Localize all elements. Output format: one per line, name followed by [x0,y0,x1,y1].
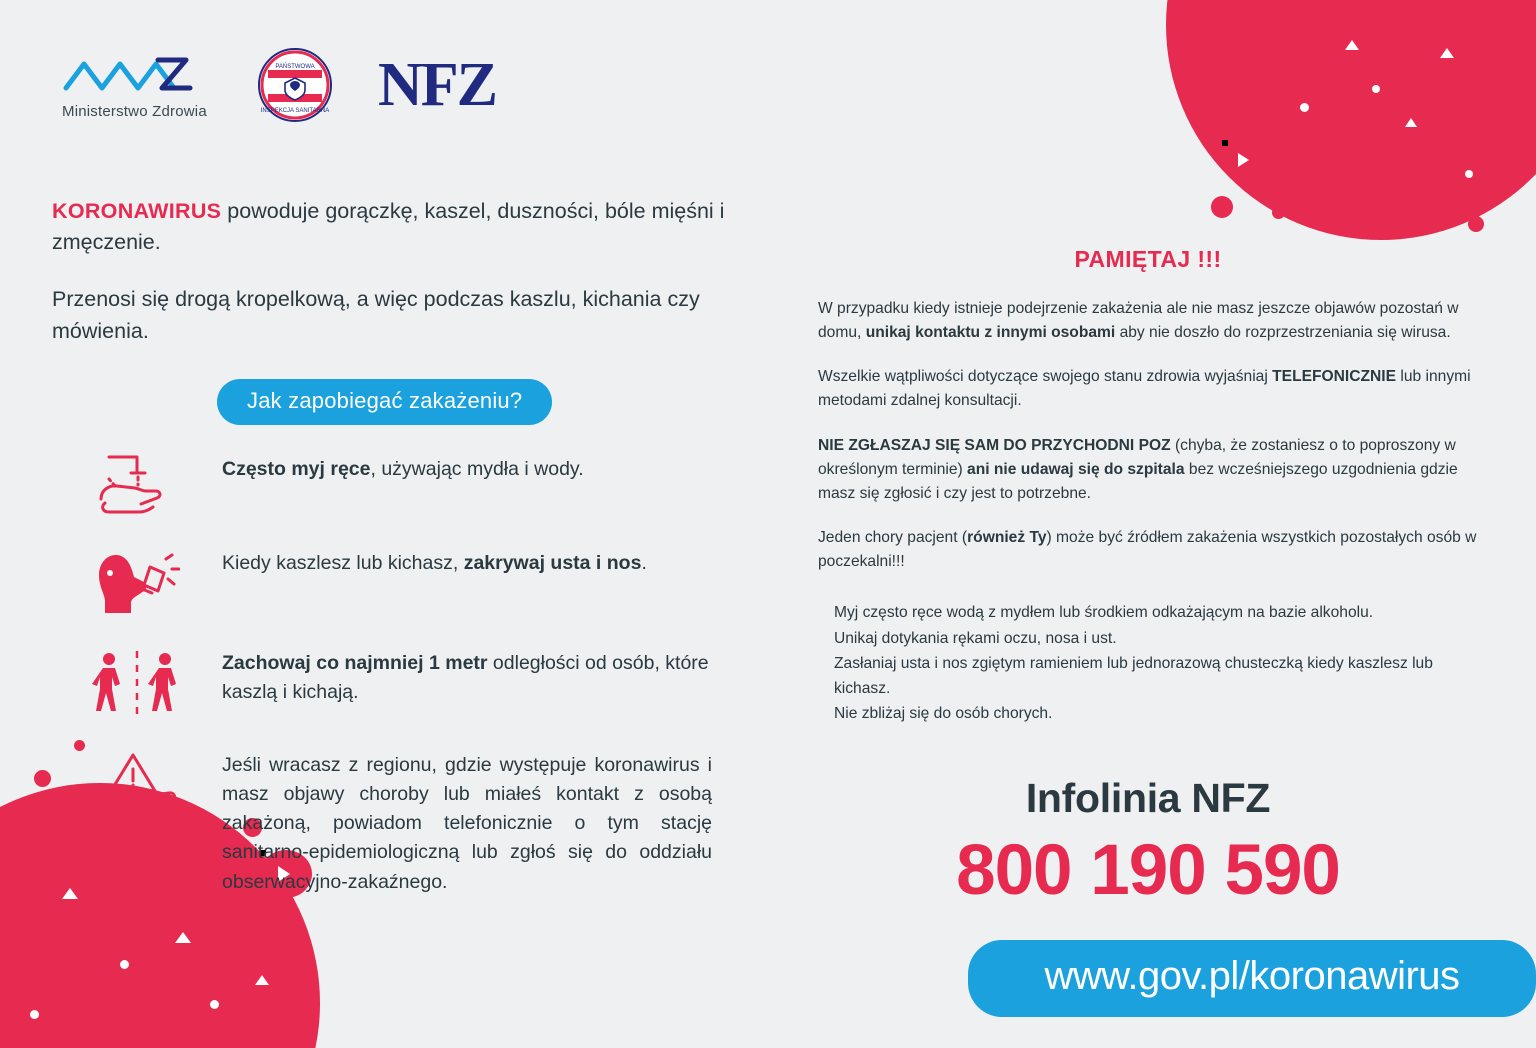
hygiene-rule: Nie zbliżaj się do osób chorych. [834,705,1053,723]
hygiene-rule: Myj często ręce wodą z mydłem lub środkiem odkażającym na bazie alkoholu. [834,604,1374,622]
tip-text [222,451,584,484]
rp3-a: NIE ZGŁASZAJ SIĘ SAM DO PRZYCHODNI POZ [818,436,1171,454]
decorative-dot-6 [1300,103,1309,112]
decorative-dot-12 [120,960,129,969]
remember-heading: PAMIĘTAJ !!! [1074,246,1222,272]
rp4-c: ) może być źródłem zakażenia wszystkich pozostałych osób w poczekalni!!! [818,529,1477,571]
tip-text: Jeśli wracasz z regionu, gdzie występuje koronawirus i masz objawy choroby lub miałeś kontakt z osobą zakażoną, powiadom telefonicznie o tym stację sanitarno-epidemiologiczną lub zgłoś się do oddziału obserwacyjno-zakaźnego. [222,753,712,893]
hygiene-rule: Unikaj dotykania rękami oczu, nosa i ust. [834,629,1117,647]
decorative-triangle-2 [1272,46,1286,54]
remember-paragraph-1 [818,297,1478,345]
left-column [52,196,752,923]
decorative-triangle-3 [1440,48,1454,58]
rp4-b: również Ty [967,529,1047,547]
decorative-dot-13 [210,1000,219,1009]
hotline-number[interactable]: 800 190 590 [956,830,1340,910]
rp3-b: (chyba, że zostaniesz o to poproszony w określonym terminie) [818,436,1456,478]
website-link[interactable]: www.gov.pl/koronawirus [968,940,1536,1017]
rp1-c: aby nie doszło do rozprzestrzeniania się wirusa. [1115,324,1451,342]
prevention-pill-heading: Jak zapobiegać zakażeniu? [217,379,552,425]
tip-item [52,545,752,619]
hygiene-rule: Zasłaniaj usta i nos zgiętym ramieniem lub jednorazową chusteczką kiedy kaszlesz lub kichasz. [834,654,1433,698]
lead-paragraph [52,196,752,258]
rp2-c: lub innymi metodami zdalnej konsultacji. [818,368,1471,410]
tip-rest: odległości od osób, które kaszlą i kichają. [222,651,709,703]
decorative-dot-2 [1272,206,1285,219]
lead-keyword: KORONAWIRUS [52,199,222,223]
decorative-dot-8 [1372,85,1380,93]
rp1-a: W przypadku kiedy istnieje podejrzenie zakażenia ale nie masz jeszcze objawów pozostań w domu, [818,300,1459,342]
tip-pre: Kiedy kaszlesz lub kichasz, [222,551,464,574]
decorative-triangle-8 [175,932,191,943]
prevention-tips-list [52,451,752,897]
rp4-a: Jeden chory pacjent ( [818,529,968,547]
remember-paragraph-3 [818,434,1478,506]
tip-bold: Zachowaj co najmniej 1 metr [222,651,488,674]
decorative-dot-1 [1211,196,1233,218]
decorative-triangle-9 [255,975,269,985]
tip-rest: , używając mydła i wody. [370,457,584,480]
cover-mouth-icon [52,545,222,619]
svg-text:INSPEKCJA SANITARNA: INSPEKCJA SANITARNA [260,108,330,114]
tip-bold: zakrywaj usta i nos [463,551,642,574]
hotline-label: Infolinia NFZ [1025,774,1271,821]
tip-rest: . [641,551,647,574]
decorative-triangle-5 [1405,118,1417,127]
remember-paragraph-4 [818,526,1478,574]
lead-rest: powoduje gorączkę, kaszel, duszności, bóle mięśni i zmęczenie. [52,199,725,255]
rp1-b: unikaj kontaktu z innymi osobami [865,324,1116,342]
decorative-triangle-4 [1345,40,1359,50]
travel-warning-icon [52,747,222,829]
rp2-b: TELEFONICZNIE [1272,368,1397,386]
ministry-mark-icon [62,50,212,96]
washing-hands-icon [52,451,222,519]
right-column [818,246,1478,1017]
nfz-logo: NFZ [378,51,496,119]
sanitary-inspection-logo [258,48,332,122]
tip-item [52,451,752,519]
decorative-dot-3 [1293,55,1303,65]
tip-item [52,645,752,721]
transmission-paragraph: Przenosi się drogą kropelkową, a więc podczas kaszlu, kichania czy mówienia. [52,287,700,343]
hygiene-rules-list [834,600,1478,726]
svg-text:PAŃSTWOWA: PAŃSTWOWA [275,64,315,70]
tip-text [222,645,752,708]
decorative-dot-9 [34,770,51,787]
tip-text [222,545,647,578]
decorative-triangle-1 [1238,153,1249,167]
decorative-dot-14 [30,1010,39,1019]
rp3-c: ani nie udawaj się do szpitala [967,460,1185,478]
rp2-a: Wszelkie wątpliwości dotyczące swojego stanu zdrowia wyjaśniaj [818,368,1273,386]
decorative-dot-5 [1508,150,1517,159]
tip-item [52,747,752,897]
tip-bold: Często myj ręce [222,457,371,480]
ministry-of-health-logo [62,50,212,120]
rp3-d: bez wcześniejszego uzgodnienia gdzie masz się zgłosić i czy jest to potrzebne. [818,460,1458,502]
decorative-dot-4 [1468,216,1484,232]
decorative-dot-7 [1465,170,1473,178]
logo-bar [62,48,496,122]
remember-paragraph-2 [818,365,1478,413]
ministry-logo-caption: Ministerstwo Zdrowia [62,103,207,120]
distance-icon [52,645,222,721]
